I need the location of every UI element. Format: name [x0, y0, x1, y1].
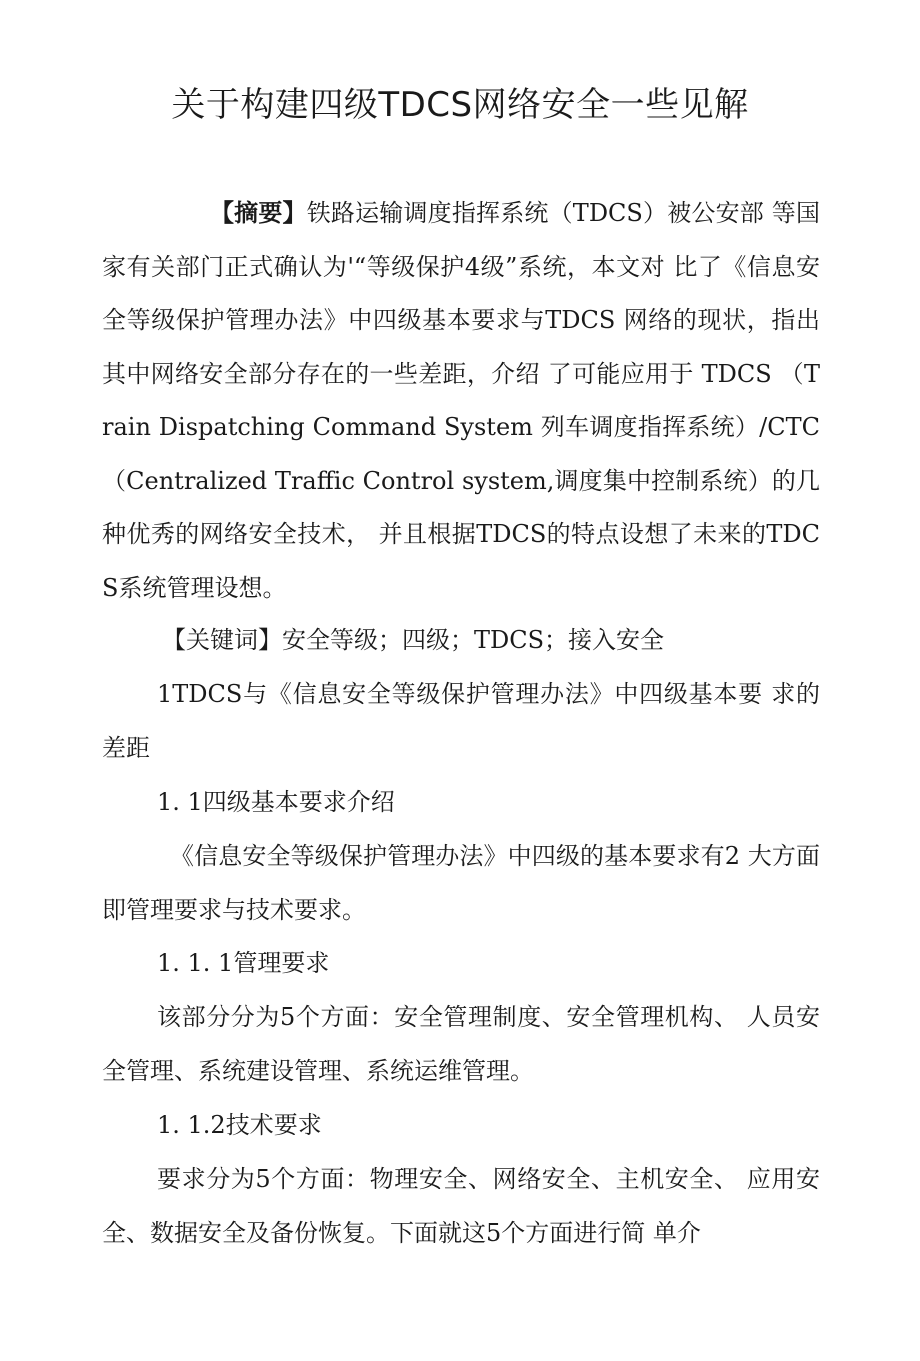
keywords-label: 【关键词】 — [162, 626, 282, 654]
section-1-1-2-heading: 1. 1.2技术要求 — [157, 1111, 322, 1139]
section-1-1-2-paragraph: 要求分为5个方面：物理安全、网络安全、主机安全、 应用安全、数据安全及备份恢复。下面就这5个方面进行简 单介 — [102, 1165, 820, 1247]
keywords-text: 安全等级；四级；TDCS；接入安全 — [282, 626, 665, 654]
section-1-1-1-heading: 1. 1. 1管理要求 — [157, 949, 330, 977]
document-title: 关于构建四级TDCS网络安全一些见解 — [171, 85, 749, 125]
keywords-paragraph — [102, 614, 820, 668]
section-1-1-1-paragraph: 该部分分为5个方面：安全管理制度、安全管理机构、 人员安全管理、系统建设管理、系统运维管理。 — [102, 1003, 820, 1085]
abstract-paragraph — [102, 186, 820, 615]
section-1-1-paragraph: 《信息安全等级保护管理办法》中四级的基本要求有2 大方面即管理要求与技术要求。 — [102, 842, 820, 924]
abstract-label: 【摘要】 — [210, 198, 307, 227]
abstract-text: 铁路运输调度指挥系统（TDCS）被公安部 等国家有关部门正式确认为'“等级保护4级”系统，本文对 比了《信息安全等级保护管理办法》中四级基本要求与TDCS 网络的现状，指出其中网络安全部分存在的一些差距，介绍 了可能应用于 TDCS （Train Dispatching Command System 列车调度指挥系统）/CTC （Centralized Traffic Control system,调度集中控制系统）的几种优秀的网络安全技术， 并且根据TDCS的特点设想了未来的TDCS系统管理设想。 — [102, 199, 820, 602]
section-1-heading: 1TDCS与《信息安全等级保护管理办法》中四级基本要 求的差距 — [102, 680, 820, 762]
section-1-1-heading: 1. 1四级基本要求介绍 — [157, 788, 395, 816]
